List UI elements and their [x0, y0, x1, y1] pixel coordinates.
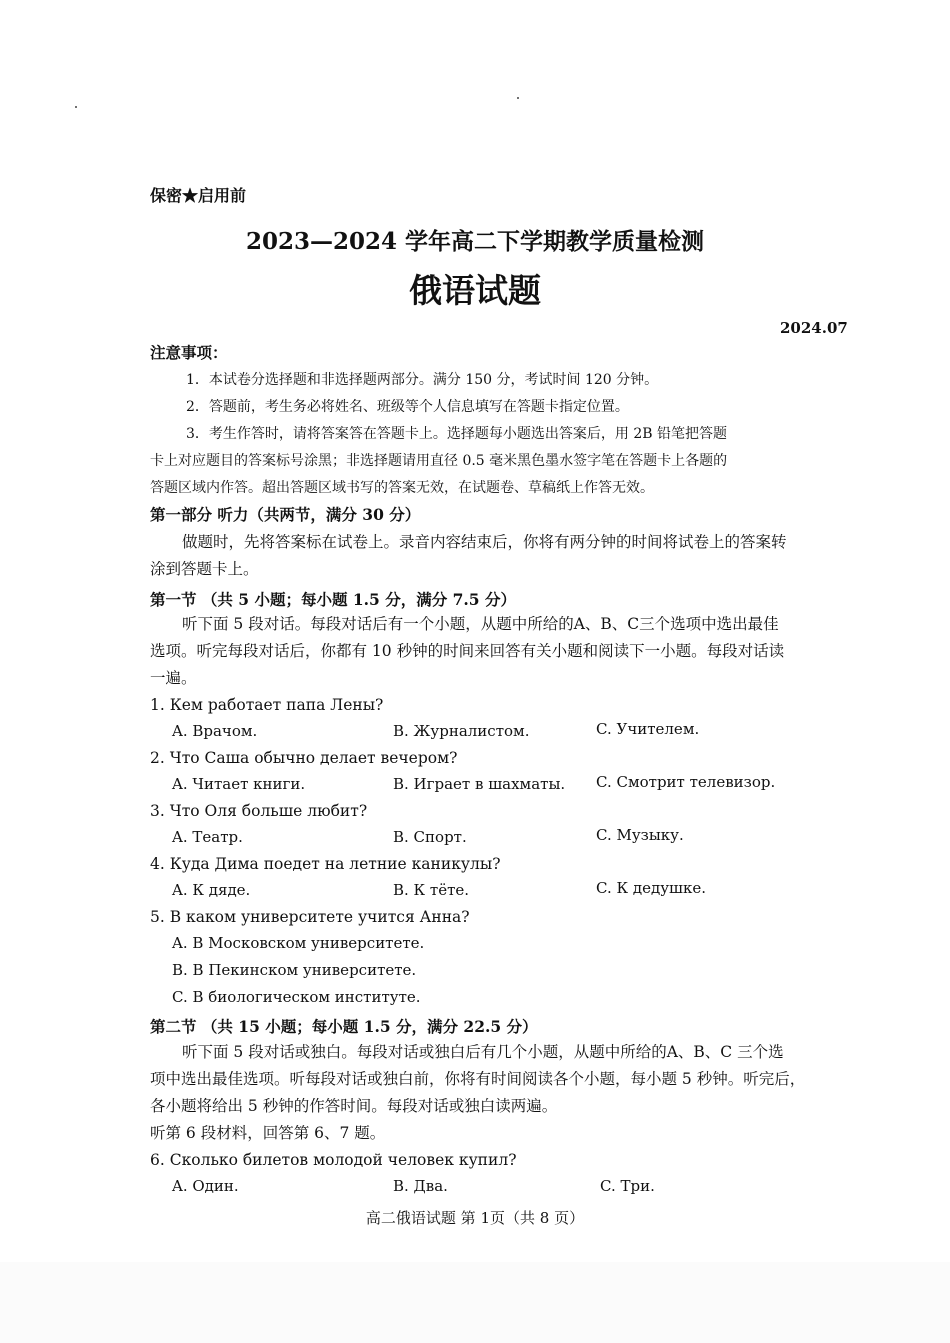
option-c[interactable]: C. Музыку. [596, 826, 684, 844]
option-b[interactable]: B. К тёте. [393, 881, 470, 899]
exam-date: 2024.07 [780, 319, 848, 337]
question-1: 1. Кем работает папа Лены? [150, 696, 384, 714]
section1-heading: 第一节 （共 5 小题；每小题 1.5 分，满分 7.5 分） [150, 590, 516, 609]
option-b[interactable]: B. Спорт. [393, 828, 467, 846]
scan-margin [0, 1262, 950, 1343]
section2-heading: 第二节 （共 15 小题；每小题 1.5 分，满分 22.5 分） [150, 1017, 538, 1036]
confidential-label: 保密★启用前 [150, 186, 247, 205]
option-c[interactable]: C. Три. [600, 1177, 655, 1195]
section2-instruction: 各小题将给出 5 秒钟的作答时间。每段对话或独白读两遍。 [150, 1097, 558, 1115]
question-4: 4. Куда Дима поедет на летние каникулы? [150, 855, 501, 873]
option-b[interactable]: B. Журналистом. [393, 722, 530, 740]
notice-item-1: 1．本试卷分选择题和非选择题两部分。满分 150 分，考试时间 120 分钟。 [186, 372, 659, 388]
part1-heading: 第一部分 听力（共两节，满分 30 分） [150, 505, 421, 524]
option-a[interactable]: A. К дяде. [172, 881, 251, 899]
part1-instruction: 涂到答题卡上。 [150, 560, 259, 578]
section1-instruction: 听下面 5 段对话。每段对话后有一个小题，从题中所给的A、B、C三个选项中选出最佳 [182, 615, 779, 633]
notice-item-2: 2．答题前，考生务必将姓名、班级等个人信息填写在答题卡指定位置。 [186, 399, 629, 415]
page-footer: 高二俄语试题 第 1页（共 8 页） [365, 1209, 585, 1227]
question-3: 3. Что Оля больше любит? [150, 802, 368, 820]
option-c[interactable]: C. Учителем. [596, 720, 700, 738]
option-c[interactable]: C. В биологическом институте. [172, 988, 421, 1006]
scan-speck [517, 97, 519, 99]
part1-instruction: 做题时，先将答案标在试卷上。录音内容结束后，你将有两分钟的时间将试卷上的答案转 [182, 533, 787, 551]
question-5: 5. В каком университете учится Анна? [150, 908, 470, 926]
page-title: 俄语试题 [409, 271, 541, 310]
notice-item-3-cont: 答题区域内作答。超出答题区域书写的答案无效，在试题卷、草稿纸上作答无效。 [150, 480, 654, 496]
section1-instruction: 选项。听完每段对话后，你都有 10 秒钟的时间来回答有关小题和阅读下一小题。每段对话读 [150, 642, 785, 660]
option-c[interactable]: C. Смотрит телевизор. [596, 773, 776, 791]
option-b[interactable]: B. Играет в шахматы. [393, 775, 566, 793]
option-a[interactable]: A. Театр. [172, 828, 243, 846]
option-a[interactable]: A. Один. [172, 1177, 239, 1195]
material-6-instruction: 听第 6 段材料，回答第 6、7 题。 [150, 1124, 386, 1142]
notice-item-3-cont: 卡上对应题目的答案标号涂黑；非选择题请用直径 0.5 毫米黑色墨水签字笔在答题卡上各题的 [150, 453, 728, 469]
question-6: 6. Сколько билетов молодой человек купил? [150, 1151, 517, 1169]
option-a[interactable]: A. В Московском университете. [172, 934, 425, 952]
section2-instruction: 听下面 5 段对话或独白。每段对话或独白后有几个小题，从题中所给的A、B、C 三个选 [182, 1043, 784, 1061]
option-a[interactable]: A. Врачом. [172, 722, 258, 740]
scan-speck [75, 106, 77, 108]
notice-heading: 注意事项： [150, 343, 228, 362]
section1-instruction: 一遍。 [150, 669, 197, 687]
option-c[interactable]: C. К дедушке. [596, 879, 706, 897]
section2-instruction: 项中选出最佳选项。听每段对话或独白前，你将有时间阅读各个小题，每小题 5 秒钟。听完后， [150, 1070, 806, 1088]
option-a[interactable]: A. Читает книги. [172, 775, 306, 793]
option-b[interactable]: B. В Пекинском университете. [172, 961, 417, 979]
notice-item-3: 3．考生作答时，请将答案答在答题卡上。选择题每小题选出答案后，用 2B 铅笔把答题 [186, 426, 728, 442]
question-2: 2. Что Саша обычно делает вечером? [150, 749, 458, 767]
option-b[interactable]: B. Два. [393, 1177, 448, 1195]
exam-series-title: 2023—2024 学年高二下学期教学质量检测 [245, 228, 705, 255]
